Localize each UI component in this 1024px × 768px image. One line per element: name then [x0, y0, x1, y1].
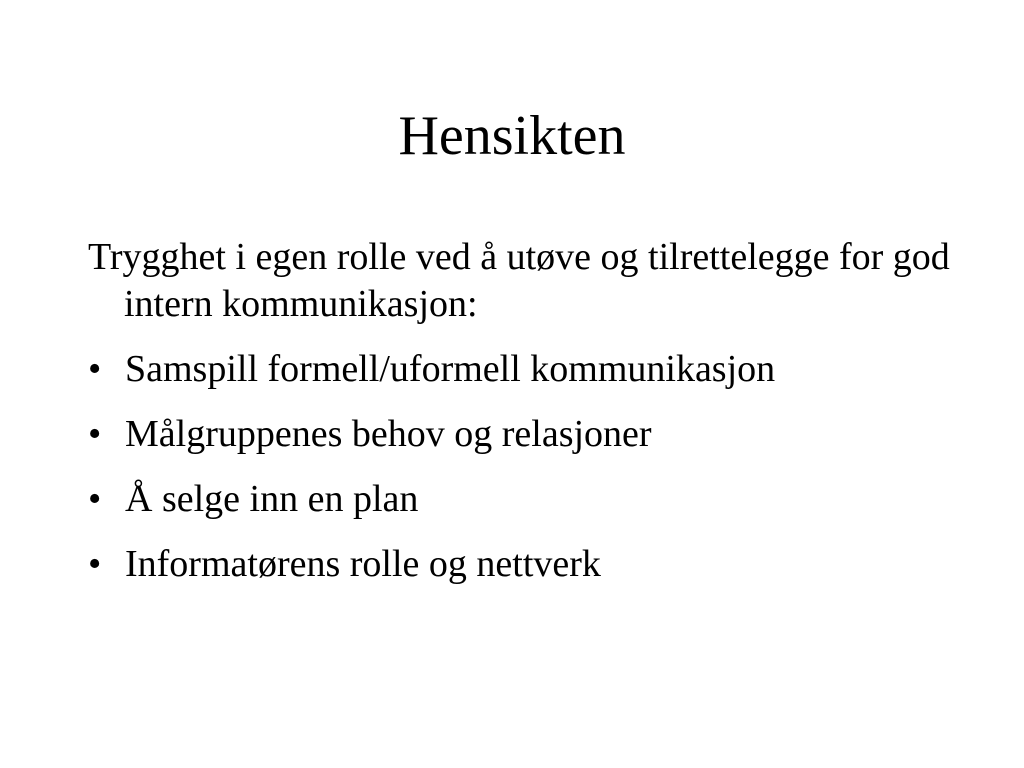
bullet-icon: • [88, 348, 102, 390]
intro-paragraph: Trygghet i egen rolle ved å utøve og tilrettelegge for god intern kommunikasjon: [88, 236, 950, 325]
bullet-item [88, 541, 958, 588]
bullet-text: Samspill formell/uformell kommunikasjon [125, 348, 776, 390]
bullet-item [88, 411, 958, 458]
bullet-text: Informatørens rolle og nettverk [125, 543, 601, 585]
slide-title: Hensikten [398, 105, 626, 167]
bullet-list [88, 346, 958, 588]
bullet-text: Målgruppenes behov og relasjoner [125, 413, 652, 455]
bullet-icon: • [88, 413, 102, 455]
bullet-icon: • [88, 543, 102, 585]
slide-body [88, 234, 958, 606]
bullet-text: Å selge inn en plan [125, 478, 419, 520]
bullet-icon: • [88, 478, 102, 520]
bullet-item [88, 346, 958, 393]
bullet-item [88, 476, 958, 523]
